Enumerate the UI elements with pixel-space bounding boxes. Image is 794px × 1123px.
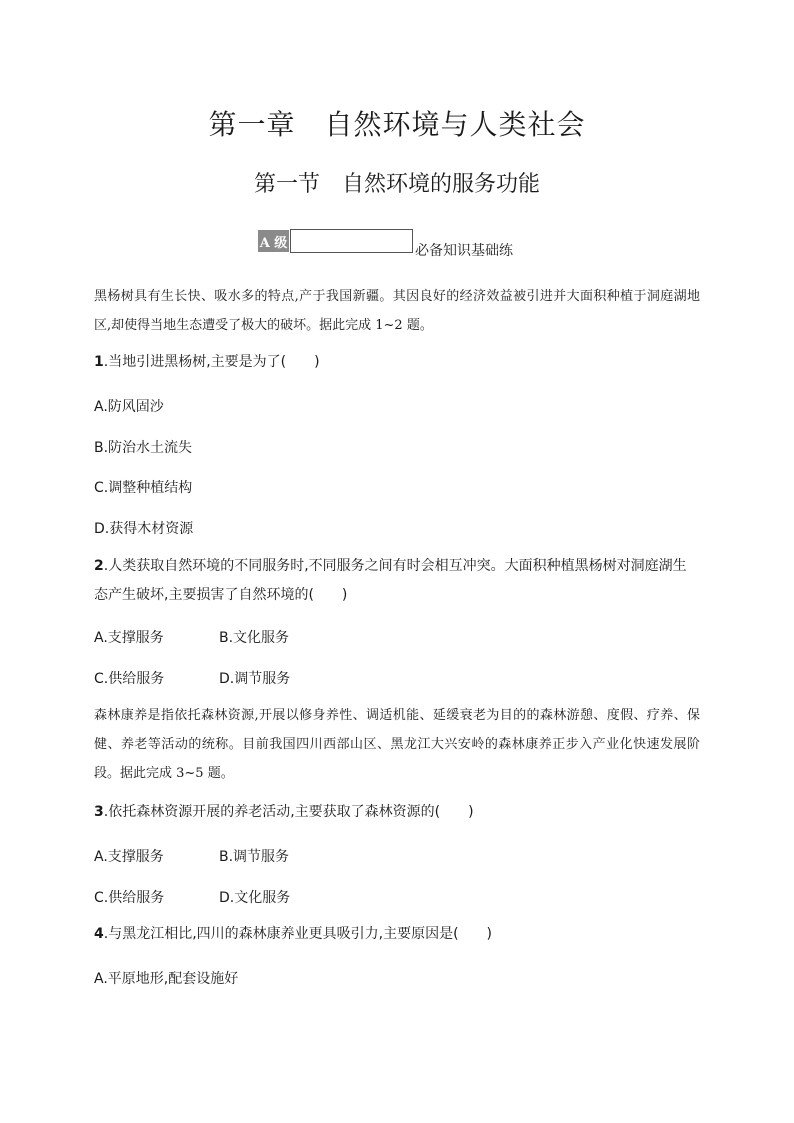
material-passage-1: 黑杨树具有生长快、吸水多的特点,产于我国新疆。其因良好的经济效益被引进并大面积种植于洞庭湖地区,却使得当地生态遭受了极大的破坏。据此完成 1~2 题。: [94, 289, 700, 333]
option-2d: D.调节服务: [219, 671, 291, 687]
question-number: 1: [94, 354, 104, 370]
option-row-3ab: [94, 846, 290, 866]
option-3b: B.调节服务: [219, 849, 290, 865]
section-title: 第一节 自然环境的服务功能: [253, 172, 540, 197]
option-row-2cd: [94, 668, 291, 688]
level-header: [258, 228, 513, 259]
question-text: .依托森林资源开展的养老活动,主要获取了森林资源的( ): [103, 804, 474, 820]
option-1a: A.防风固沙: [94, 399, 164, 415]
chapter-title: 第一章 自然环境与人类社会: [208, 108, 586, 141]
option-2b: B.文化服务: [219, 630, 290, 646]
question-number: 4: [94, 926, 104, 942]
option-3a: A.支撑服务: [94, 849, 164, 865]
level-label: 必备知识基础练: [415, 243, 513, 259]
question-number: 3: [94, 804, 104, 820]
option-1d: D.获得木材资源: [94, 521, 194, 537]
level-badge: A 级: [258, 230, 289, 252]
option-2c: C.供给服务: [94, 671, 165, 687]
question-text: .与黑龙江相比,四川的森林康养业更具吸引力,主要原因是( ): [103, 926, 493, 942]
option-row-2ab: [94, 627, 290, 647]
option-2a: A.支撑服务: [94, 630, 164, 646]
question-4: [94, 920, 700, 949]
option-3d: D.文化服务: [219, 890, 291, 906]
material-passage-2: 森林康养是指依托森林资源,开展以修身养性、调适机能、延缓衰老为目的的森林游憩、度假、疗养、保健、养老等活动的统称。目前我国四川西部山区、黑龙江大兴安岭的森林康养正步入产业化快速发展阶段。据此完成 3~5 题。: [94, 708, 700, 781]
option-1c: C.调整种植结构: [94, 480, 193, 496]
option-4a: A.平原地形,配套设施好: [94, 971, 239, 987]
question-text: .当地引进黑杨树,主要是为了( ): [103, 354, 320, 370]
question-2: [94, 552, 700, 610]
option-row-3cd: [94, 887, 291, 907]
question-text: .人类获取自然环境的不同服务时,不同服务之间有时会相互冲突。大面积种植黑杨树对洞庭湖生态产生破坏,主要损害了自然环境的( ): [94, 558, 687, 603]
question-1: [94, 348, 700, 377]
option-1b: B.防治水土流失: [94, 440, 193, 456]
level-blank-box: [290, 229, 413, 253]
question-3: [94, 798, 700, 827]
question-number: 2: [94, 558, 104, 574]
option-3c: C.供给服务: [94, 890, 165, 906]
